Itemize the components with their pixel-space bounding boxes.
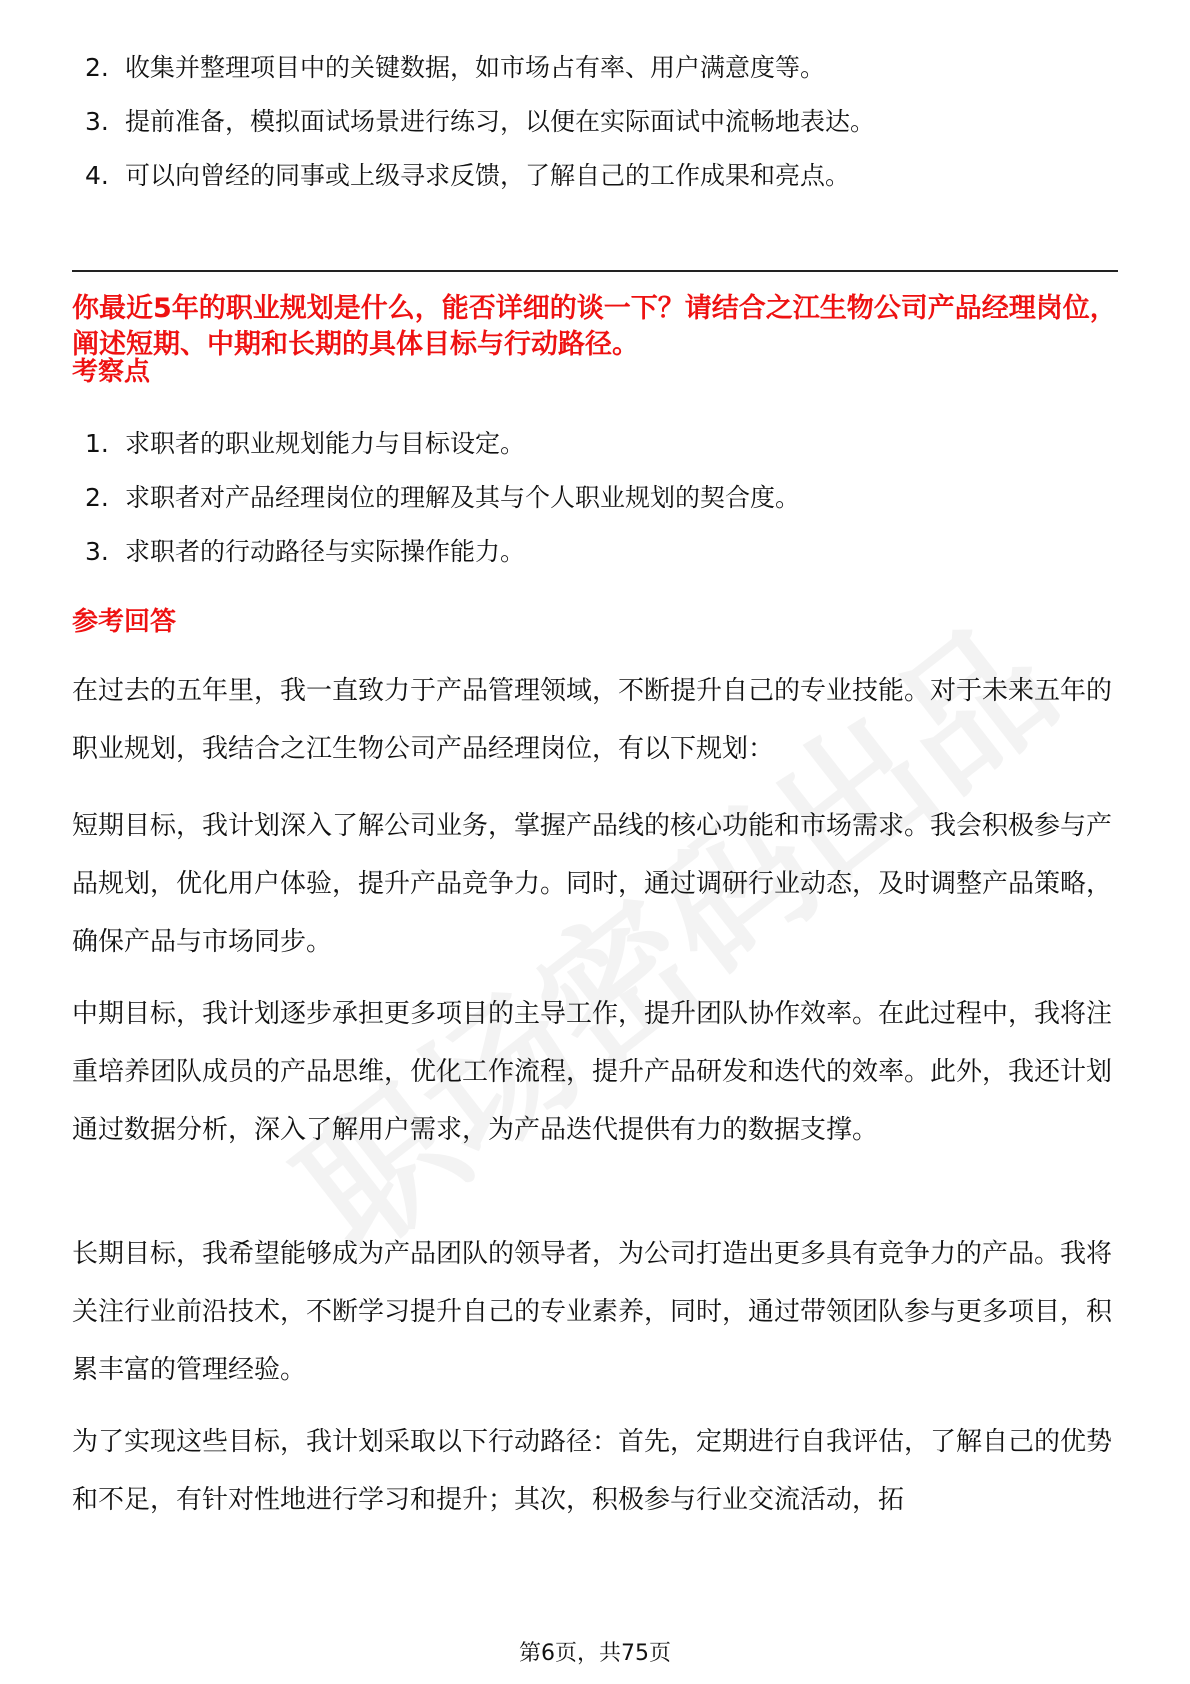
list-text: 求职者的行动路径与实际操作能力。 [125, 537, 526, 566]
list-number: 2. [85, 483, 109, 512]
answer-paragraph: 中期目标，我计划逐步承担更多项目的主导工作，提升团队协作效率。在此过程中，我将注重培养团队成员的产品思维，优化工作流程，提升产品研发和迭代的效率。此外，我还计划通过数据分析，深入了解用户需求，为产品迭代提供有力的数据支撑。 [72, 999, 1113, 1145]
answer-paragraph: 在过去的五年里，我一直致力于产品管理领域，不断提升自己的专业技能。对于未来五年的职业规划，我结合之江生物公司产品经理岗位，有以下规划： [72, 676, 1113, 764]
answer-paragraph: 为了实现这些目标，我计划采取以下行动路径：首先，定期进行自我评估，了解自己的优势和不足，有针对性地进行学习和提升；其次，积极参与行业交流活动，拓 [72, 1427, 1113, 1515]
interview-question: 你最近5年的职业规划是什么，能否详细的谈一下？请结合之江生物公司产品经理岗位，阐述短期、中期和长期的具体目标与行动路径。 [72, 293, 1117, 360]
list-number: 2. [85, 53, 109, 82]
answer-paragraph: 短期目标，我计划深入了解公司业务，掌握产品线的核心功能和市场需求。我会积极参与产品规划，优化用户体验，提升产品竞争力。同时，通过调研行业动态，及时调整产品策略，确保产品与市场同步。 [72, 811, 1113, 957]
list-text: 求职者的职业规划能力与目标设定。 [125, 429, 526, 458]
section-title-kaochadian: 考察点 [72, 357, 151, 387]
list-number: 4. [85, 161, 109, 190]
list-number: 3. [85, 107, 109, 136]
list-number: 1. [85, 429, 109, 458]
list-item [85, 536, 525, 568]
list-text: 收集并整理项目中的关键数据，如市场占有率、用户满意度等。 [125, 53, 826, 82]
list-item [85, 52, 825, 84]
section-title-reference-answer: 参考回答 [72, 607, 177, 637]
list-item [85, 160, 850, 192]
section-divider [72, 270, 1118, 272]
list-text: 可以向曾经的同事或上级寻求反馈，了解自己的工作成果和亮点。 [125, 161, 851, 190]
page-footer: 第6页，共75页 [519, 1641, 671, 1666]
list-item [85, 428, 525, 460]
list-item [85, 482, 800, 514]
list-item [85, 106, 875, 138]
answer-paragraph: 长期目标，我希望能够成为产品团队的领导者，为公司打造出更多具有竞争力的产品。我将关注行业前沿技术，不断学习提升自己的专业素养，同时，通过带领团队参与更多项目，积累丰富的管理经验。 [72, 1239, 1113, 1385]
list-text: 提前准备，模拟面试场景进行练习，以便在实际面试中流畅地表达。 [125, 107, 876, 136]
list-number: 3. [85, 537, 109, 566]
list-text: 求职者对产品经理岗位的理解及其与个人职业规划的契合度。 [125, 483, 801, 512]
